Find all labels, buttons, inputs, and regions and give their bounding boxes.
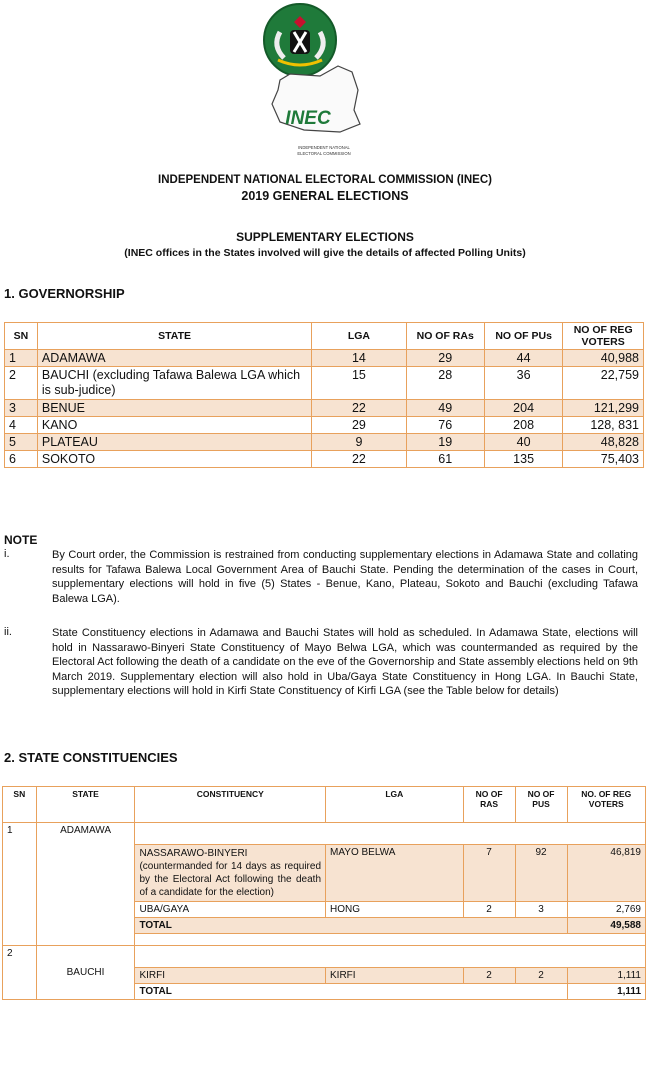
cell-voters: 40,988 [563, 350, 644, 367]
cell-sn: 2 [5, 367, 38, 400]
cell-voters: 48,828 [563, 434, 644, 451]
cell-voters: 128, 831 [563, 417, 644, 434]
col-pus: NO OF PUs [484, 323, 562, 350]
cell-state: SOKOTO [37, 451, 311, 468]
cell-state: BAUCHI (excluding Tafawa Balewa LGA which is sub-judice) [37, 367, 311, 400]
cell-state: PLATEAU [37, 434, 311, 451]
note-number: i. [4, 548, 10, 560]
cell-constituency [135, 845, 326, 902]
cell-ras: 29 [406, 350, 484, 367]
cell-sn: 6 [5, 451, 38, 468]
note-text: State Constituency elections in Adamawa and Bauchi States will hold as scheduled. In Adamawa State, elections will hold in Nassarawo-Binyeri State Constituency of Mayo Belwa LGA, which was countermanded as required by the Electoral Act following the death of a candidate on the eve of the Governorship and State assembly elections held on 9th March 2019. Supplementary election will also hold in Uba/Gaya State Constituency in Hong LGA. In Bauchi State, supplementary elections will hold in Kirfi State Constituency of Kirfi LGA (see the Table below for details) [52, 627, 638, 697]
cell-state: KANO [37, 417, 311, 434]
election-title: 2019 GENERAL ELECTIONS [241, 189, 409, 203]
cell-voters: 121,299 [563, 400, 644, 417]
cell-state: ADAMAWA [37, 350, 311, 367]
cell-ras: 28 [406, 367, 484, 400]
cell-voters: 46,819 [567, 845, 645, 902]
col-state: STATE [37, 323, 311, 350]
col-lga: LGA [312, 323, 406, 350]
table-row [3, 823, 646, 845]
cell-lga: 22 [312, 451, 406, 468]
note-text: By Court order, the Commission is restrained from conducting supplementary elections in Adamawa State and collating results for Tafawa Balewa Local Government Area of Bauchi State. Pending the determination of the cases in Court, supplementary elections will hold in five (5) States - Benue, Kano, Plateau, Sokoto and Bauchi (excluding Tafawa Balewa LGA). [52, 549, 638, 605]
cell-constituency: UBA/GAYA [135, 902, 326, 918]
col-sn: SN [3, 787, 37, 823]
cell-ras: 49 [406, 400, 484, 417]
inec-logo [250, 2, 380, 162]
cell-lga: KIRFI [326, 968, 464, 984]
cell-voters: 1,111 [567, 968, 645, 984]
cell-pus: 135 [484, 451, 562, 468]
col-state: STATE [36, 787, 135, 823]
cell-lga: MAYO BELWA [326, 845, 464, 902]
cell-ras: 2 [463, 902, 515, 918]
total-value: 49,588 [567, 918, 645, 934]
cell-ras: 19 [406, 434, 484, 451]
cell-voters: 75,403 [563, 451, 644, 468]
cell-ras: 7 [463, 845, 515, 902]
cell-sn: 5 [5, 434, 38, 451]
cell-state: BENUE [37, 400, 311, 417]
constituency-name: NASSARAWO-BINYERI [139, 848, 248, 859]
table-row [3, 946, 646, 968]
col-pus: NO OF PUS [515, 787, 567, 823]
svg-text:INDEPENDENT NATIONAL: INDEPENDENT NATIONAL [298, 145, 350, 150]
table-row [5, 451, 644, 468]
cell-lga: 22 [312, 400, 406, 417]
note-title: NOTE [4, 533, 38, 547]
cell-ras: 61 [406, 451, 484, 468]
col-ras: NO OF RAs [406, 323, 484, 350]
table-row [5, 367, 644, 400]
col-voters: NO. OF REG VOTERS [567, 787, 645, 823]
cell-lga: 14 [312, 350, 406, 367]
cell-sn: 3 [5, 400, 38, 417]
cell-pus: 44 [484, 350, 562, 367]
col-voters: NO OF REG VOTERS [563, 323, 644, 350]
cell-sn: 4 [5, 417, 38, 434]
section-governorship-heading: 1. GOVERNORSHIP [4, 286, 125, 301]
col-constituency: CONSTITUENCY [135, 787, 326, 823]
total-value: 1,111 [567, 984, 645, 1000]
cell-voters: 22,759 [563, 367, 644, 400]
col-ras: NO OF RAS [463, 787, 515, 823]
table-row [5, 417, 644, 434]
page-title: SUPPLEMENTARY ELECTIONS [236, 230, 414, 244]
cell-constituency: KIRFI [135, 968, 326, 984]
cell-pus: 208 [484, 417, 562, 434]
cell-pus: 40 [484, 434, 562, 451]
cell-voters: 2,769 [567, 902, 645, 918]
cell-pus: 92 [515, 845, 567, 902]
cell-sn: 2 [3, 946, 37, 1000]
note-number: ii. [4, 626, 12, 638]
table-row [5, 434, 644, 451]
total-label: TOTAL [135, 918, 567, 934]
table-row [5, 350, 644, 367]
cell-state: ADAMAWA [36, 823, 135, 946]
cell-ras: 2 [463, 968, 515, 984]
constituencies-table [2, 786, 646, 1000]
cell-pus: 2 [515, 968, 567, 984]
page-subtitle: (INEC offices in the States involved will give the details of affected Polling Units) [124, 247, 526, 259]
table-row [5, 400, 644, 417]
svg-text:ELECTORAL COMMISSION: ELECTORAL COMMISSION [297, 151, 351, 156]
col-sn: SN [5, 323, 38, 350]
col-lga: LGA [326, 787, 464, 823]
cell-lga: 15 [312, 367, 406, 400]
total-label: TOTAL [135, 984, 567, 1000]
cell-sn: 1 [5, 350, 38, 367]
cell-pus: 36 [484, 367, 562, 400]
cell-lga: HONG [326, 902, 464, 918]
cell-sn: 1 [3, 823, 37, 946]
cell-lga: 29 [312, 417, 406, 434]
cell-pus: 3 [515, 902, 567, 918]
section-constituencies-heading: 2. STATE CONSTITUENCIES [4, 750, 178, 765]
org-name: INDEPENDENT NATIONAL ELECTORAL COMMISSION (INEC) [158, 174, 492, 186]
constituency-note: (countermanded for 14 days as required by the Electoral Act following the death of a candidate for the election) [139, 861, 322, 898]
cell-ras: 76 [406, 417, 484, 434]
cell-lga: 9 [312, 434, 406, 451]
governorship-table [4, 322, 644, 468]
logo-text: INEC [285, 108, 331, 129]
cell-state: BAUCHI [36, 946, 135, 1000]
cell-pus: 204 [484, 400, 562, 417]
